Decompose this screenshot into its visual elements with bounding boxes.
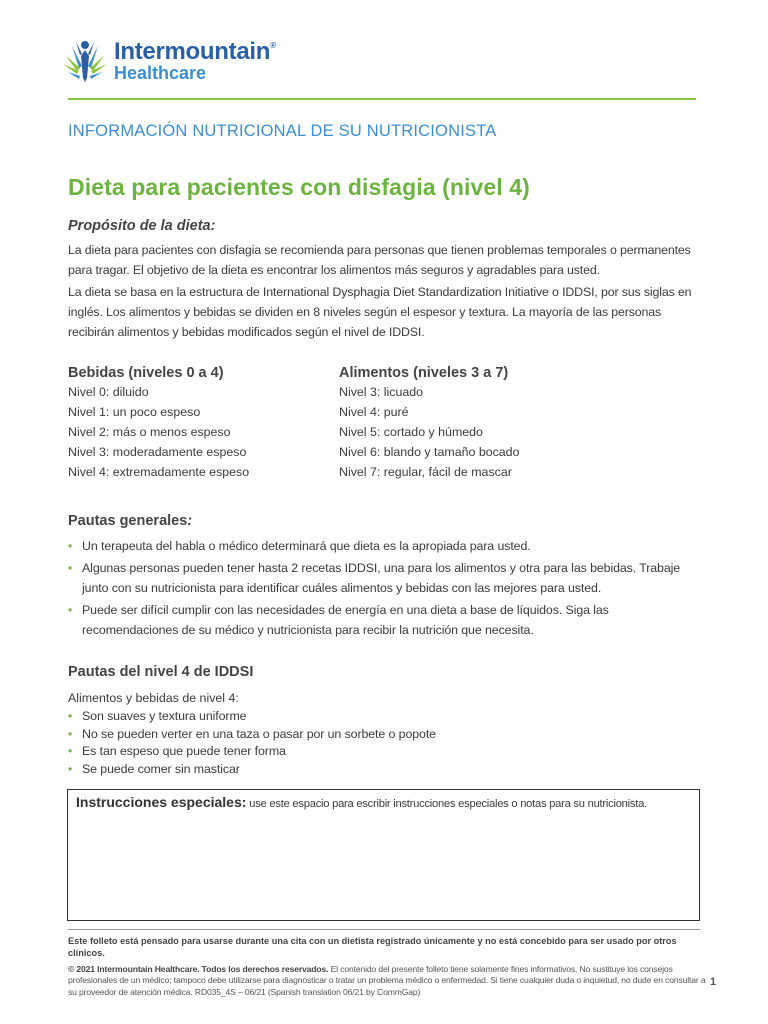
foods-level-item: Nivel 4: puré [339, 405, 409, 419]
bullet-icon: • [68, 744, 73, 758]
iddsi-guidelines-list [68, 708, 708, 778]
header-divider [68, 98, 696, 100]
drinks-level-item: Nivel 2: más o menos espeso [68, 425, 231, 439]
bullet-icon: • [68, 539, 73, 553]
footer-legal [68, 964, 708, 998]
purpose-heading: Propósito de la dieta: [68, 218, 216, 234]
foods-level-item: Nivel 3: licuado [339, 385, 424, 399]
purpose-paragraph-1: La dieta para pacientes con disfagia se recomienda para personas que tienen problemas temporales o permanentes para tragar. El objetivo de la dieta es encontrar los alimentos más seguros y agradables para usted. [68, 243, 691, 277]
foods-level-item: Nivel 6: blando y tamaño bocado [339, 445, 520, 459]
bullet-icon: • [68, 561, 73, 575]
list-item: • Se puede comer sin masticar [68, 761, 708, 779]
footer-legal-text: El contenido del presente folleto tiene solamente fines informativos. No sustituye los consejos profesionales de un médico; tampoco debe utilizarse para diagnosticar o tratar un problema médico o enfermedad. Si tiene cualquier duda o inquietud, no dude en consultar a su proveedor de atención médica. RD035_4S – 06/21 (Spanish translation 06/21 by CommGap) [68, 964, 706, 997]
footer-copyright: © 2021 Intermountain Healthcare. Todos los derechos reservados. [68, 964, 329, 974]
drinks-heading: Bebidas (niveles 0 a 4) [68, 365, 224, 381]
list-item: • Son suaves y textura uniforme [68, 708, 708, 726]
foods-heading: Alimentos (niveles 3 a 7) [339, 365, 509, 381]
foods-levels [339, 365, 519, 482]
special-instructions-box[interactable] [67, 789, 700, 921]
registered-mark: ® [270, 41, 276, 50]
drinks-level-item: Nivel 1: un poco espeso [68, 405, 201, 419]
drinks-level-item: Nivel 4: extremadamente espeso [68, 465, 250, 479]
bullet-icon: • [68, 709, 73, 723]
purpose-paragraph-2: La dieta se basa en la estructura de International Dysphagia Diet Standardization Initiative o IDDSI, por sus siglas en inglés. Los alimentos y bebidas se dividen en 8 niveles según el espesor y textura. La mayoría de las personas recibirán alimentos y bebidas modificados según el nivel de IDDSI. [68, 285, 692, 339]
general-guidelines-list [68, 536, 708, 642]
list-item: • Es tan espeso que puede tener forma [68, 743, 708, 761]
drinks-level-item: Nivel 3: moderadamente espeso [68, 445, 247, 459]
general-guidelines-heading: Pautas generales: [68, 513, 193, 529]
special-instructions-note: use este espacio para escribir instrucciones especiales o notas para su nutricionista. [246, 798, 647, 810]
drinks-level-item: Nivel 0: diluido [68, 385, 149, 399]
foods-level-item: Nivel 7: regular, fácil de mascar [339, 465, 512, 479]
footer-disclaimer: Este folleto está pensado para usarse durante una cita con un dietista registrado únicamente y no está concebido para ser usado por otros clínicos. [68, 936, 677, 958]
special-instructions-label: Instrucciones especiales: [76, 794, 247, 810]
list-item: • Un terapeuta del habla o médico determinará que dieta es la apropiada para usted. [68, 536, 708, 556]
brand-subname: Healthcare [114, 63, 207, 83]
footer-divider [68, 929, 700, 930]
iddsi-intro: Alimentos y bebidas de nivel 4: [68, 691, 239, 705]
iddsi-guidelines-heading: Pautas del nivel 4 de IDDSI [68, 664, 254, 680]
brand-logo [60, 38, 276, 84]
list-item: • Puede ser difícil cumplir con las necesidades de energía en una dieta a base de líquidos. Siga las recomendaciones de su médico y nutricionista para recibir la nutrición que necesita. [68, 600, 708, 640]
drinks-levels [68, 365, 249, 482]
list-item: • Algunas personas pueden tener hasta 2 recetas IDDSI, una para los alimentos y otra para las bebidas. Trabaje junto con su nutricionista para identificar cuáles alimentos y bebidas con las mejores para usted. [68, 558, 708, 598]
list-item: • No se pueden verter en una taza o pasar por un sorbete o popote [68, 726, 708, 744]
section-kicker: INFORMACIÓN NUTRICIONAL DE SU NUTRICIONISTA [68, 122, 497, 140]
intermountain-logo-icon [60, 38, 110, 84]
special-instructions-header [76, 794, 647, 810]
brand-name: Intermountain [114, 38, 271, 65]
bullet-icon: • [68, 726, 73, 741]
page-title: Dieta para pacientes con disfagia (nivel 4) [68, 174, 530, 200]
foods-level-item: Nivel 5: cortado y húmedo [339, 425, 483, 439]
brand-wordmark [114, 40, 276, 82]
page-number: 1 [710, 976, 717, 988]
bullet-icon: • [68, 761, 73, 776]
bullet-icon: • [68, 603, 73, 617]
